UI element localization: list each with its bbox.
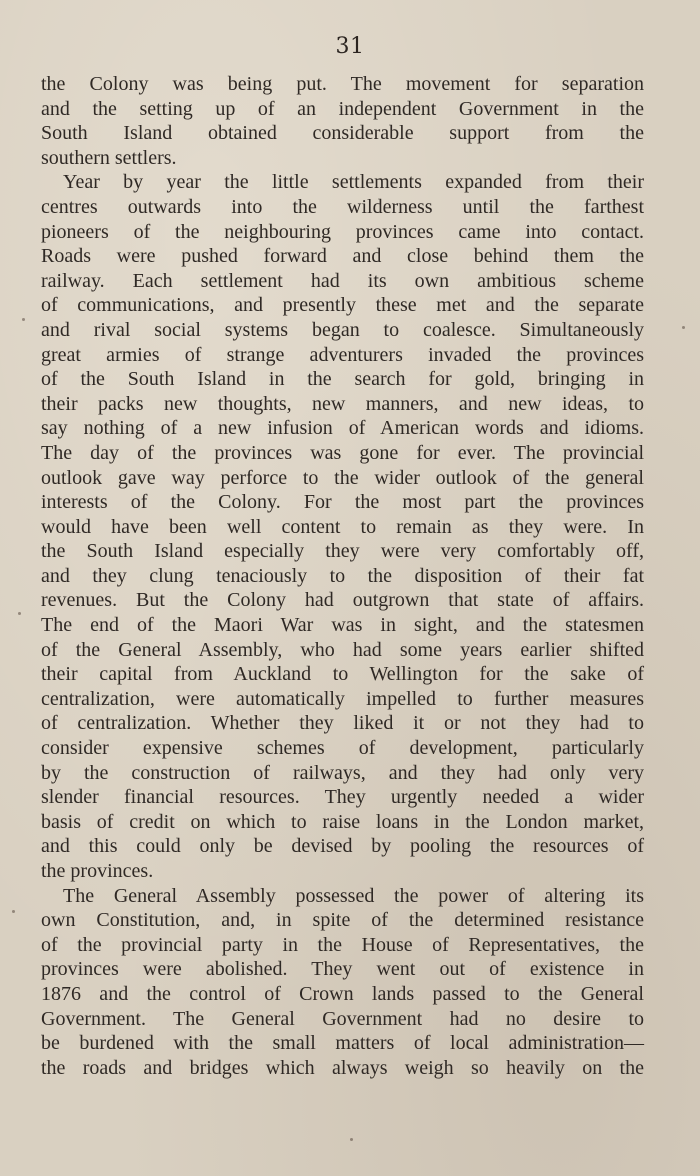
text-line: basis of credit on which to raise loans in the London market,: [41, 810, 644, 833]
text-line: be burdened with the small matters of local administration—: [41, 1032, 644, 1055]
text-line: and rival social systems began to coalesce. Simultaneously: [41, 318, 644, 341]
text-line: South Island obtained considerable support from the: [41, 122, 644, 145]
text-line: of the provincial party in the House of Representatives, the: [41, 933, 644, 956]
paper-speck: [12, 910, 15, 913]
text-line: railway. Each settlement had its own ambitious scheme: [41, 269, 644, 292]
paper-speck: [682, 326, 685, 329]
text-line: the roads and bridges which always weigh so heavily on the: [41, 1056, 644, 1079]
text-line: Government. The General Government had no desire to: [41, 1007, 644, 1030]
text-line: consider expensive schemes of development, particularly: [41, 737, 644, 760]
text-line: and this could only be devised by pooling the resources of: [41, 835, 644, 858]
text-line: own Constitution, and, in spite of the determined resistance: [41, 909, 644, 932]
text-line: outlook gave way perforce to the wider outlook of the general: [41, 466, 644, 489]
text-line: the provinces.: [41, 860, 154, 882]
paper-speck: [18, 612, 21, 615]
text-line: and the setting up of an independent Government in the: [41, 97, 644, 120]
text-line: The day of the provinces was gone for ever. The provincial: [41, 441, 644, 464]
text-line: Year by year the little settlements expanded from their: [63, 171, 644, 194]
text-line: pioneers of the neighbouring provinces came into contact.: [41, 220, 644, 243]
paper-speck: [22, 318, 25, 321]
text-line: of communications, and presently these met and the separate: [41, 294, 644, 317]
body-text: [41, 72, 644, 1080]
text-line: of the General Assembly, who had some years earlier shifted: [41, 638, 644, 661]
page-number: 31: [335, 34, 365, 59]
text-line: of centralization. Whether they liked it or not they had to: [41, 712, 644, 735]
text-line: their packs new thoughts, new manners, and new ideas, to: [41, 392, 644, 415]
text-line: the South Island especially they were very comfortably off,: [41, 540, 644, 563]
text-line: centralization, were automatically impelled to further measures: [41, 687, 644, 710]
text-line: revenues. But the Colony had outgrown that state of affairs.: [41, 589, 644, 612]
text-line: interests of the Colony. For the most part the provinces: [41, 491, 644, 514]
text-line: great armies of strange adventurers invaded the provinces: [41, 343, 644, 366]
text-line: slender financial resources. They urgently needed a wider: [41, 786, 644, 809]
text-line: southern settlers.: [41, 146, 177, 169]
text-line: by the construction of railways, and they had only very: [41, 761, 644, 784]
text-line: The General Assembly possessed the power of altering its: [63, 884, 644, 907]
paper-speck: [350, 1138, 353, 1141]
text-line: provinces were abolished. They went out of existence in: [41, 958, 644, 981]
text-line: would have been well content to remain as they were. In: [41, 515, 644, 538]
text-line: 1876 and the control of Crown lands passed to the General: [41, 982, 644, 1005]
text-line: centres outwards into the wilderness until the farthest: [41, 195, 644, 218]
text-line: the Colony was being put. The movement for separation: [41, 73, 644, 95]
text-line: say nothing of a new infusion of American words and idioms.: [41, 417, 644, 440]
text-line: of the South Island in the search for gold, bringing in: [41, 368, 644, 391]
text-line: The end of the Maori War was in sight, and the statesmen: [41, 614, 644, 637]
text-line: Roads were pushed forward and close behind them the: [41, 245, 644, 268]
text-line: their capital from Auckland to Wellington for the sake of: [41, 663, 644, 686]
text-line: and they clung tenaciously to the disposition of their fat: [41, 564, 644, 587]
